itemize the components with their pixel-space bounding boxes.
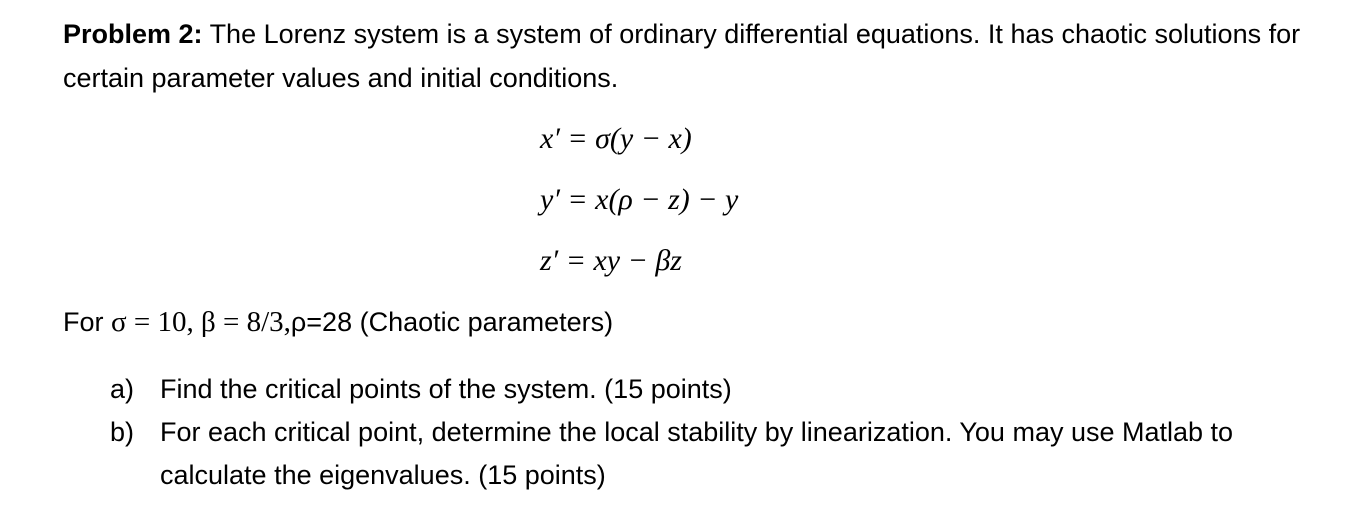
problem-intro-text: The Lorenz system is a system of ordinary differential equations. It has chaotic solutions for certain parameter values and initial conditions. (63, 19, 1301, 93)
question-item-a (110, 368, 1270, 411)
parameter-values: σ = 10, β = 8/3, (111, 306, 291, 338)
question-text: For each critical point, determine the local stability by linearization. You may use Matlab to calculate the eigenvalues. (15 points) (160, 417, 1234, 490)
equation-y: y′ = x(ρ − z) − y (540, 183, 739, 216)
equation-x: x′ = σ(y − x) (540, 122, 692, 155)
problem-statement (63, 12, 1323, 100)
problem-label: Problem 2: (63, 19, 203, 49)
parameter-line (63, 306, 613, 339)
parameter-rho: ρ=28 (Chaotic parameters) (290, 307, 614, 337)
question-list (110, 368, 1270, 497)
parameter-prefix: For (63, 307, 104, 337)
question-marker: b) (110, 417, 135, 447)
question-text: Find the critical points of the system. (15 points) (160, 374, 732, 404)
question-marker: a) (110, 374, 135, 404)
question-item-b (110, 411, 1270, 497)
equation-z: z′ = xy − βz (540, 244, 682, 277)
